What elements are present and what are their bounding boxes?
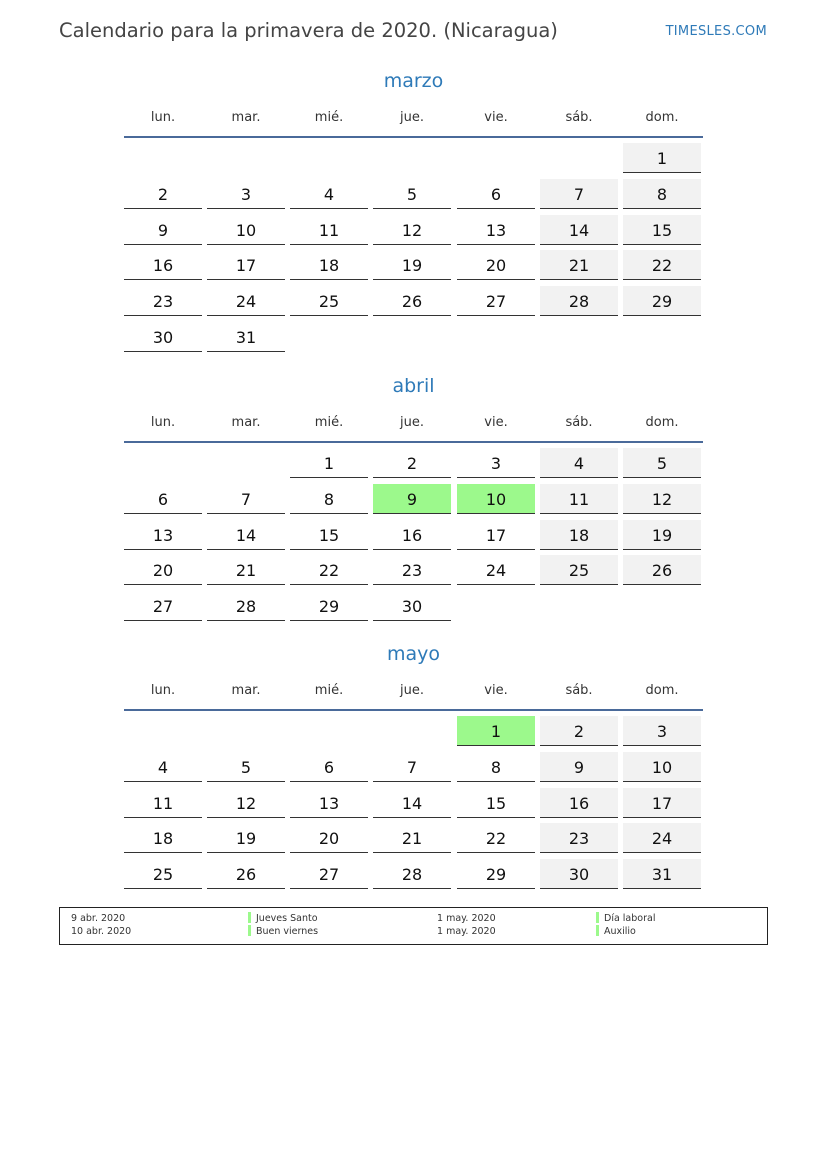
- day-cell: 30: [540, 859, 618, 889]
- month-header-rule: [124, 709, 703, 711]
- day-cell: 23: [124, 286, 202, 316]
- day-cell: 27: [124, 591, 202, 621]
- day-cell: 5: [373, 179, 451, 209]
- day-cell: 9: [373, 484, 451, 514]
- day-cell: 9: [124, 215, 202, 245]
- weekday-header: jue.: [400, 110, 424, 125]
- day-cell: 21: [540, 250, 618, 280]
- day-cell: 12: [207, 788, 285, 818]
- day-cell: 23: [540, 823, 618, 853]
- day-cell: 25: [290, 286, 368, 316]
- day-cell: 6: [124, 484, 202, 514]
- day-cell: 19: [623, 520, 701, 550]
- day-cell: 26: [207, 859, 285, 889]
- day-cell: 6: [290, 752, 368, 782]
- weekday-header: mar.: [231, 415, 261, 430]
- day-cell: 27: [290, 859, 368, 889]
- weekday-header: lun.: [150, 415, 176, 430]
- day-cell: 10: [457, 484, 535, 514]
- day-cell: 5: [207, 752, 285, 782]
- day-cell: 29: [457, 859, 535, 889]
- legend-date: 1 may. 2020: [437, 913, 496, 924]
- day-cell: 10: [207, 215, 285, 245]
- day-cell: 14: [373, 788, 451, 818]
- legend-date: 9 abr. 2020: [71, 913, 126, 924]
- day-cell: 28: [207, 591, 285, 621]
- legend-holiday-name: Jueves Santo: [248, 913, 318, 924]
- day-cell: 13: [290, 788, 368, 818]
- month-name: mayo: [386, 643, 441, 665]
- day-cell: 31: [207, 322, 285, 352]
- day-cell: 13: [124, 520, 202, 550]
- day-cell: 18: [124, 823, 202, 853]
- day-cell: 22: [457, 823, 535, 853]
- day-cell: 4: [540, 448, 618, 478]
- day-cell: 29: [623, 286, 701, 316]
- day-cell: 8: [623, 179, 701, 209]
- day-cell: 7: [540, 179, 618, 209]
- day-cell: 2: [124, 179, 202, 209]
- day-cell: 7: [373, 752, 451, 782]
- day-cell: 1: [457, 716, 535, 746]
- month-header-rule: [124, 441, 703, 443]
- weekday-header: mar.: [231, 110, 261, 125]
- holiday-legend: [59, 907, 768, 945]
- day-cell: 17: [623, 788, 701, 818]
- day-cell: 11: [540, 484, 618, 514]
- weekday-header: jue.: [400, 415, 424, 430]
- legend-date: 1 may. 2020: [437, 926, 496, 937]
- brand-link[interactable]: TIMESLES.COM: [665, 24, 767, 39]
- weekday-header: jue.: [400, 683, 424, 698]
- day-cell: 15: [290, 520, 368, 550]
- weekday-header: mié.: [314, 110, 344, 125]
- day-cell: 8: [290, 484, 368, 514]
- legend-date: 10 abr. 2020: [71, 926, 132, 937]
- day-cell: 28: [540, 286, 618, 316]
- weekday-header: dom.: [645, 415, 679, 430]
- legend-holiday-name: Día laboral: [596, 913, 655, 924]
- holiday-color-marker: [596, 912, 599, 923]
- day-cell: 8: [457, 752, 535, 782]
- weekday-header: vie.: [484, 683, 508, 698]
- day-cell: 17: [207, 250, 285, 280]
- day-cell: 16: [540, 788, 618, 818]
- month-name: marzo: [383, 70, 444, 92]
- day-cell: 26: [623, 555, 701, 585]
- day-cell: 7: [207, 484, 285, 514]
- day-cell: 5: [623, 448, 701, 478]
- weekday-header: sáb.: [565, 110, 593, 125]
- day-cell: 30: [124, 322, 202, 352]
- day-cell: 23: [373, 555, 451, 585]
- day-cell: 18: [540, 520, 618, 550]
- weekday-header: lun.: [150, 683, 176, 698]
- weekday-header: mar.: [231, 683, 261, 698]
- weekday-header: mié.: [314, 415, 344, 430]
- day-cell: 26: [373, 286, 451, 316]
- month-name: abril: [392, 375, 435, 397]
- day-cell: 29: [290, 591, 368, 621]
- weekday-header: lun.: [150, 110, 176, 125]
- month-header-rule: [124, 136, 703, 138]
- day-cell: 21: [207, 555, 285, 585]
- day-cell: 2: [540, 716, 618, 746]
- day-cell: 18: [290, 250, 368, 280]
- day-cell: 15: [457, 788, 535, 818]
- day-cell: 4: [124, 752, 202, 782]
- day-cell: 10: [623, 752, 701, 782]
- legend-holiday-name: Buen viernes: [248, 926, 318, 937]
- day-cell: 4: [290, 179, 368, 209]
- day-cell: 12: [373, 215, 451, 245]
- day-cell: 25: [124, 859, 202, 889]
- day-cell: 3: [207, 179, 285, 209]
- day-cell: 11: [290, 215, 368, 245]
- holiday-color-marker: [596, 925, 599, 936]
- day-cell: 2: [373, 448, 451, 478]
- day-cell: 3: [457, 448, 535, 478]
- day-cell: 20: [124, 555, 202, 585]
- weekday-header: dom.: [645, 683, 679, 698]
- day-cell: 17: [457, 520, 535, 550]
- weekday-header: dom.: [645, 110, 679, 125]
- day-cell: 11: [124, 788, 202, 818]
- holiday-color-marker: [248, 925, 251, 936]
- weekday-header: sáb.: [565, 683, 593, 698]
- day-cell: 25: [540, 555, 618, 585]
- day-cell: 27: [457, 286, 535, 316]
- page-title: Calendario para la primavera de 2020. (Nicaragua): [59, 19, 558, 42]
- day-cell: 16: [124, 250, 202, 280]
- day-cell: 19: [207, 823, 285, 853]
- day-cell: 24: [623, 823, 701, 853]
- day-cell: 14: [540, 215, 618, 245]
- weekday-header: vie.: [484, 415, 508, 430]
- day-cell: 1: [290, 448, 368, 478]
- weekday-header: sáb.: [565, 415, 593, 430]
- day-cell: 13: [457, 215, 535, 245]
- day-cell: 21: [373, 823, 451, 853]
- day-cell: 20: [457, 250, 535, 280]
- day-cell: 6: [457, 179, 535, 209]
- day-cell: 3: [623, 716, 701, 746]
- legend-holiday-name: Auxilio: [596, 926, 636, 937]
- day-cell: 22: [623, 250, 701, 280]
- day-cell: 20: [290, 823, 368, 853]
- day-cell: 1: [623, 143, 701, 173]
- day-cell: 14: [207, 520, 285, 550]
- day-cell: 31: [623, 859, 701, 889]
- day-cell: 30: [373, 591, 451, 621]
- day-cell: 24: [207, 286, 285, 316]
- day-cell: 22: [290, 555, 368, 585]
- day-cell: 12: [623, 484, 701, 514]
- weekday-header: mié.: [314, 683, 344, 698]
- day-cell: 19: [373, 250, 451, 280]
- day-cell: 15: [623, 215, 701, 245]
- weekday-header: vie.: [484, 110, 508, 125]
- holiday-color-marker: [248, 912, 251, 923]
- day-cell: 9: [540, 752, 618, 782]
- day-cell: 28: [373, 859, 451, 889]
- day-cell: 16: [373, 520, 451, 550]
- day-cell: 24: [457, 555, 535, 585]
